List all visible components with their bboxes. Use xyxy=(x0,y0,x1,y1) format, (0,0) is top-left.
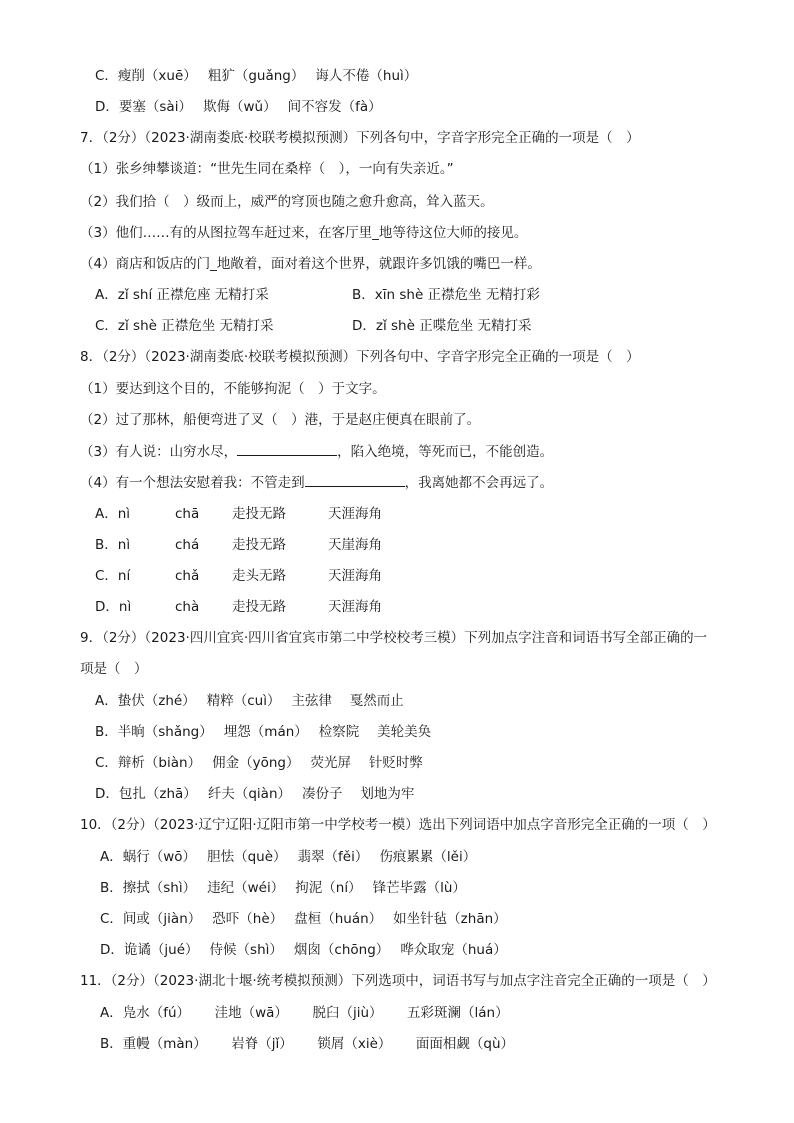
question-7-option-b: B．xīn shè 正襟危坐 无精打彩 xyxy=(352,287,540,303)
question-8-sentence-3-part-a: （3）有人说：山穷水尽， xyxy=(80,444,238,460)
question-11-stem: 11．（2分）（2023·湖北十堰·统考模拟预测）下列选项中，词语书写与加点字注音完全正确的一项是（ ） xyxy=(80,973,716,989)
question-7-stem: 7．（2分）（2023·湖南娄底·校联考模拟预测）下列各句中，字音字形完全正确的一项是（ ） xyxy=(80,130,640,146)
option-word-2: 天涯海角 xyxy=(328,599,382,615)
question-8-stem: 8．（2分）（2023·湖南娄底·校联考模拟预测）下列各句中、字音字形完全正确的一项是（ ） xyxy=(80,349,640,365)
question-10-option-d: D．诡谲（jué） 侍候（shì） 烟囱（chōng） 哗众取宠（huá） xyxy=(100,942,507,958)
question-11-option-b: B．重幔（màn） 岩脊（jǐ） 锁屑（xiè） 面面相觑（qù） xyxy=(100,1036,515,1052)
question-9-option-b: B．半晌（shǎng） 埋怨（mán） 检察院 美轮美奂 xyxy=(95,724,432,740)
question-8-sentence-3-part-b: ，陷入绝境，等死而已，不能创造。 xyxy=(337,444,554,460)
answer-blank xyxy=(237,442,337,456)
option-pinyin: chà xyxy=(175,599,200,615)
question-9-option-d: D．包扎（zhā） 纤夫（qiàn） 凑份子 划地为牢 xyxy=(95,786,415,802)
option-word-2: 天涯海角 xyxy=(328,568,382,584)
option-pinyin: chǎ xyxy=(175,568,200,584)
option-word-1: 走投无路 xyxy=(232,537,286,553)
option-letter-pinyin: D．nì xyxy=(95,599,132,615)
question-8-sentence-1: （1）要达到这个目的，不能够拘泥（ ）于文字。 xyxy=(80,381,386,397)
option-d-prev: D．要塞（sài） 欺侮（wǔ） 间不容发（fà） xyxy=(95,99,382,115)
question-9-stem-continued: 项是（ ） xyxy=(80,661,148,677)
option-word-2: 天崖海角 xyxy=(328,537,382,553)
question-8-sentence-4-part-b: ，我离她都不会再远了。 xyxy=(404,475,554,491)
question-11-option-a: A．凫水（fú） 洼地（wā） 脱臼（jiù） 五彩斑澜（lán） xyxy=(100,1005,509,1021)
question-7-option-d: D．zǐ shè 正喋危坐 无精打采 xyxy=(352,318,532,334)
question-10-stem: 10．（2分）（2023·辽宁辽阳·辽阳市第一中学校考一模）选出下列词语中加点字音形完全正确的一项（ ） xyxy=(80,817,716,833)
answer-blank xyxy=(305,473,405,487)
question-10-option-a: A．蜗行（wō） 胆怯（què） 翡翠（fěi） 伤痕累累（lěi） xyxy=(100,849,477,865)
option-letter-pinyin: B．nì xyxy=(95,537,131,553)
question-8-sentence-4 xyxy=(80,473,553,492)
option-word-1: 走投无路 xyxy=(232,599,286,615)
question-9-option-a: A．蛰伏（zhé） 精粹（cuì） 主弦律 戛然而止 xyxy=(95,693,404,709)
question-10-option-c: C．间或（jiàn） 恐吓（hè） 盘桓（huán） 如坐针毡（zhān） xyxy=(100,911,507,927)
question-7-sentence-2: （2）我们拾（ ）级而上，威严的穹顶也随之愈升愈高，耸入蓝天。 xyxy=(80,194,494,210)
question-8-sentence-3 xyxy=(80,442,553,461)
option-word-2: 天涯海角 xyxy=(328,506,382,522)
question-7-sentence-3: （3）他们……有的从图拉驾车赶过来，在客厅里_地等待这位大师的接见。 xyxy=(80,225,528,241)
option-letter-pinyin: C．ní xyxy=(95,568,131,584)
question-8-sentence-2: （2）过了那林，船便弯进了叉（ ）港，于是赵庄便真在眼前了。 xyxy=(80,412,481,428)
option-c-prev: C．瘦削（xuē） 粗犷（guǎng） 诲人不倦（huì） xyxy=(95,68,418,84)
question-9-stem: 9．（2分）（2023·四川宜宾·四川省宜宾市第二中学校校考三模）下列加点字注音和词语书写全部正确的一 xyxy=(80,630,708,646)
question-7-sentence-4: （4）商店和饭店的门_地敞着，面对着这个世界，就跟许多饥饿的嘴巴一样。 xyxy=(80,256,541,272)
option-pinyin: chá xyxy=(175,537,200,553)
question-7-option-c: C．zǐ shè 正襟危坐 无精打采 xyxy=(95,318,274,334)
question-8-sentence-4-part-a: （4）有一个想法安慰着我：不管走到 xyxy=(80,475,305,491)
question-9-option-c: C．辩析（biàn） 佣金（yōng） 荧光屏 针贬时弊 xyxy=(95,755,423,771)
option-word-1: 走投无路 xyxy=(232,506,286,522)
question-7-option-a: A．zǐ shí 正襟危座 无精打采 xyxy=(95,287,269,303)
option-letter-pinyin: A．nì xyxy=(95,506,131,522)
question-10-option-b: B．擦拭（shì） 违纪（wéi） 拘泥（ní） 锋芒毕露（lù） xyxy=(100,880,466,896)
question-7-sentence-1: （1）张乡绅攀谈道：“世先生同在桑梓（ ），一向有失亲近。” xyxy=(80,161,454,177)
option-word-1: 走头无路 xyxy=(232,568,286,584)
option-pinyin: chā xyxy=(175,506,200,522)
